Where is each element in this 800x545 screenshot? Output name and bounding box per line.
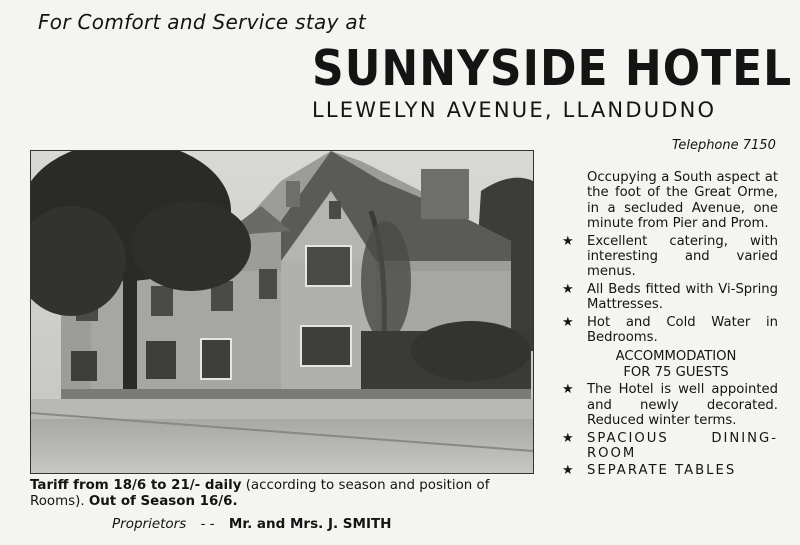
feature-text: All Beds fitted with Vi-Spring Mattresses.	[587, 281, 778, 313]
accommodation-line-2: FOR 75 GUESTS	[623, 364, 729, 380]
feature-text: SPACIOUS DINING-ROOM	[587, 430, 778, 461]
telephone: Telephone 7150	[672, 138, 776, 153]
feature-decor	[560, 382, 778, 428]
tariff-text	[30, 478, 535, 510]
hotel-photo	[30, 150, 534, 474]
star-icon: ★	[562, 382, 574, 398]
hotel-address: LLEWELYN AVENUE, LLANDUDNO	[312, 98, 717, 122]
feature-text: Hot and Cold Water in Bedrooms.	[587, 314, 778, 346]
feature-text: Excellent catering, with interesting and varied menus.	[587, 233, 778, 280]
tariff-detail: (according to season and position of Rooms).	[30, 478, 490, 509]
star-icon: ★	[562, 430, 576, 446]
star-icon: ★	[562, 314, 574, 330]
feature-text: SEPARATE TABLES	[587, 463, 737, 479]
feature-text: The Hotel is well appointed and newly decorated. Reduced winter terms.	[587, 382, 778, 429]
proprietors-names: Mr. and Mrs. J. SMITH	[228, 516, 392, 532]
hotel-name: SUNNYSIDE HOTEL	[312, 40, 793, 98]
star-icon: ★	[562, 463, 576, 479]
features-column	[560, 170, 778, 479]
accommodation-heading	[574, 349, 778, 380]
feature-beds	[560, 282, 778, 313]
tariff-price: Tariff from 18/6 to 21/- daily	[30, 478, 242, 493]
accommodation-line-1: ACCOMMODATION	[615, 349, 737, 365]
feature-catering	[560, 234, 778, 280]
proprietors-label: Proprietors	[112, 516, 187, 532]
hotel-building-photo-icon	[31, 151, 533, 473]
location-description: Occupying a South aspect at the foot of the Great Orme, in a secluded Avenue, one minute from Pier and Prom.	[587, 170, 778, 232]
proprietors-separator: - -	[200, 516, 215, 532]
feature-tables	[560, 463, 778, 478]
feature-dining-room	[560, 431, 778, 462]
tariff-off-season: Out of Season 16/6.	[88, 494, 238, 509]
tagline: For Comfort and Service stay at	[38, 10, 367, 34]
proprietors	[112, 516, 391, 532]
star-icon: ★	[562, 281, 574, 297]
star-icon: ★	[562, 233, 574, 249]
feature-water	[560, 315, 778, 346]
